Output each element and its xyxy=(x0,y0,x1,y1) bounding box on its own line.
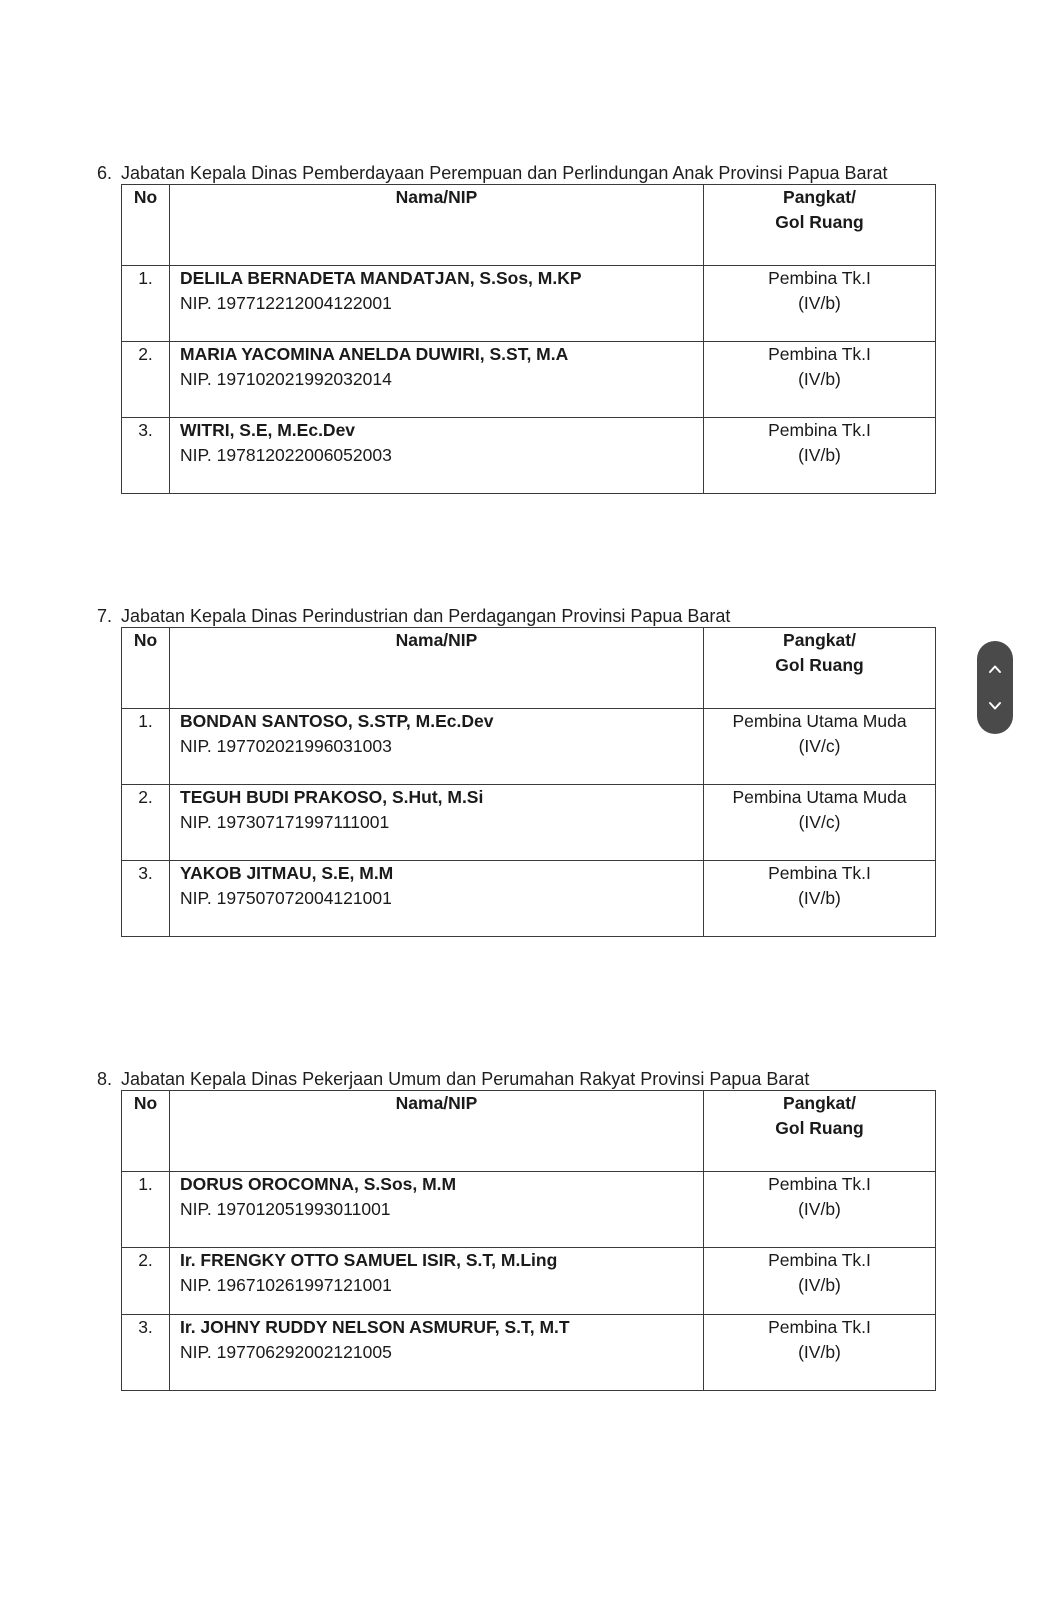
header-rank-line2: Gol Ruang xyxy=(775,1118,864,1138)
gol-ruang: (IV/b) xyxy=(798,445,841,465)
person-nip: NIP. 197706292002121005 xyxy=(180,1342,392,1362)
header-name: Nama/NIP xyxy=(170,1091,704,1172)
header-name: Nama/NIP xyxy=(170,628,704,709)
rank-cell xyxy=(704,1172,936,1248)
person-name: DORUS OROCOMNA, S.Sos, M.M xyxy=(180,1174,457,1194)
name-cell xyxy=(170,418,704,494)
section-title-text: Jabatan Kepala Dinas Pekerjaan Umum dan Perumahan Rakyat Provinsi Papua Barat xyxy=(121,1069,810,1089)
rank-cell xyxy=(704,342,936,418)
header-rank xyxy=(704,628,936,709)
table-row xyxy=(122,266,936,342)
row-number: 1. xyxy=(122,1172,170,1248)
rank-cell xyxy=(704,418,936,494)
person-name: DELILA BERNADETA MANDATJAN, S.Sos, M.KP xyxy=(180,268,582,288)
table-row xyxy=(122,709,936,785)
rank: Pembina Tk.I xyxy=(768,863,871,883)
person-nip: NIP. 197012051993011001 xyxy=(180,1199,391,1219)
name-cell xyxy=(170,1172,704,1248)
candidates-table xyxy=(121,627,936,937)
chevron-down-icon xyxy=(987,698,1003,714)
next-page-button[interactable] xyxy=(977,686,1013,726)
rank-cell xyxy=(704,1315,936,1391)
person-name: Ir. FRENGKY OTTO SAMUEL ISIR, S.T, M.Ling xyxy=(180,1250,558,1270)
person-nip: NIP. 197507072004121001 xyxy=(180,888,392,908)
row-number: 2. xyxy=(122,785,170,861)
rank-cell xyxy=(704,266,936,342)
header-no: No xyxy=(122,628,170,709)
candidates-table xyxy=(121,1090,936,1391)
table-header-row xyxy=(122,185,936,266)
section-number: 7. xyxy=(97,606,113,626)
person-name: MARIA YACOMINA ANELDA DUWIRI, S.ST, M.A xyxy=(180,344,569,364)
rank: Pembina Tk.I xyxy=(768,1317,871,1337)
table-header-row xyxy=(122,1091,936,1172)
previous-page-button[interactable] xyxy=(977,649,1013,689)
gol-ruang: (IV/c) xyxy=(798,812,841,832)
section-title-text: Jabatan Kepala Dinas Pemberdayaan Perempuan dan Perlindungan Anak Provinsi Papua Barat xyxy=(121,163,888,183)
person-nip: NIP. 197102021992032014 xyxy=(180,369,392,389)
gol-ruang: (IV/b) xyxy=(798,1275,841,1295)
name-cell xyxy=(170,1248,704,1315)
table-row xyxy=(122,1315,936,1391)
header-rank-line2: Gol Ruang xyxy=(775,212,864,232)
rank: Pembina Utama Muda xyxy=(732,711,907,731)
name-cell xyxy=(170,342,704,418)
rank: Pembina Tk.I xyxy=(768,420,871,440)
header-name: Nama/NIP xyxy=(170,185,704,266)
section-6 xyxy=(95,162,955,494)
row-number: 3. xyxy=(122,1315,170,1391)
rank: Pembina Tk.I xyxy=(768,1250,871,1270)
name-cell xyxy=(170,1315,704,1391)
row-number: 3. xyxy=(122,861,170,937)
rank-cell xyxy=(704,1248,936,1315)
rank-cell xyxy=(704,785,936,861)
section-title xyxy=(97,1068,955,1090)
rank: Pembina Tk.I xyxy=(768,344,871,364)
person-nip: NIP. 197812022006052003 xyxy=(180,445,392,465)
person-name: TEGUH BUDI PRAKOSO, S.Hut, M.Si xyxy=(180,787,484,807)
gol-ruang: (IV/b) xyxy=(798,1199,841,1219)
header-rank-line2: Gol Ruang xyxy=(775,655,864,675)
table-row xyxy=(122,785,936,861)
gol-ruang: (IV/b) xyxy=(798,369,841,389)
table-row xyxy=(122,418,936,494)
section-title xyxy=(97,162,955,184)
header-rank xyxy=(704,185,936,266)
header-rank-line1: Pangkat/ xyxy=(783,187,856,207)
header-rank xyxy=(704,1091,936,1172)
section-title-text: Jabatan Kepala Dinas Perindustrian dan Perdagangan Provinsi Papua Barat xyxy=(121,606,731,626)
section-number: 6. xyxy=(97,163,113,183)
person-nip: NIP. 197712212004122001 xyxy=(180,293,392,313)
person-name: YAKOB JITMAU, S.E, M.M xyxy=(180,863,394,883)
table-header-row xyxy=(122,628,936,709)
page-navigation xyxy=(977,641,1013,734)
name-cell xyxy=(170,861,704,937)
gol-ruang: (IV/b) xyxy=(798,293,841,313)
row-number: 2. xyxy=(122,342,170,418)
rank: Pembina Tk.I xyxy=(768,268,871,288)
rank: Pembina Utama Muda xyxy=(732,787,907,807)
chevron-up-icon xyxy=(987,661,1003,677)
table-row xyxy=(122,342,936,418)
person-name: BONDAN SANTOSO, S.STP, M.Ec.Dev xyxy=(180,711,494,731)
section-7 xyxy=(95,605,955,937)
header-rank-line1: Pangkat/ xyxy=(783,1093,856,1113)
rank: Pembina Tk.I xyxy=(768,1174,871,1194)
gol-ruang: (IV/b) xyxy=(798,888,841,908)
row-number: 3. xyxy=(122,418,170,494)
candidates-table xyxy=(121,184,936,494)
row-number: 2. xyxy=(122,1248,170,1315)
rank-cell xyxy=(704,709,936,785)
row-number: 1. xyxy=(122,709,170,785)
person-nip: NIP. 196710261997121001 xyxy=(180,1275,392,1295)
section-number: 8. xyxy=(97,1069,113,1089)
name-cell xyxy=(170,785,704,861)
table-row xyxy=(122,1248,936,1315)
gol-ruang: (IV/b) xyxy=(798,1342,841,1362)
person-name: Ir. JOHNY RUDDY NELSON ASMURUF, S.T, M.T xyxy=(180,1317,570,1337)
gol-ruang: (IV/c) xyxy=(798,736,841,756)
name-cell xyxy=(170,709,704,785)
section-title xyxy=(97,605,955,627)
table-row xyxy=(122,861,936,937)
name-cell xyxy=(170,266,704,342)
header-no: No xyxy=(122,1091,170,1172)
row-number: 1. xyxy=(122,266,170,342)
person-nip: NIP. 197307171997111001 xyxy=(180,812,390,832)
section-8 xyxy=(95,1068,955,1391)
header-rank-line1: Pangkat/ xyxy=(783,630,856,650)
table-row xyxy=(122,1172,936,1248)
header-no: No xyxy=(122,185,170,266)
person-name: WITRI, S.E, M.Ec.Dev xyxy=(180,420,356,440)
person-nip: NIP. 197702021996031003 xyxy=(180,736,392,756)
rank-cell xyxy=(704,861,936,937)
